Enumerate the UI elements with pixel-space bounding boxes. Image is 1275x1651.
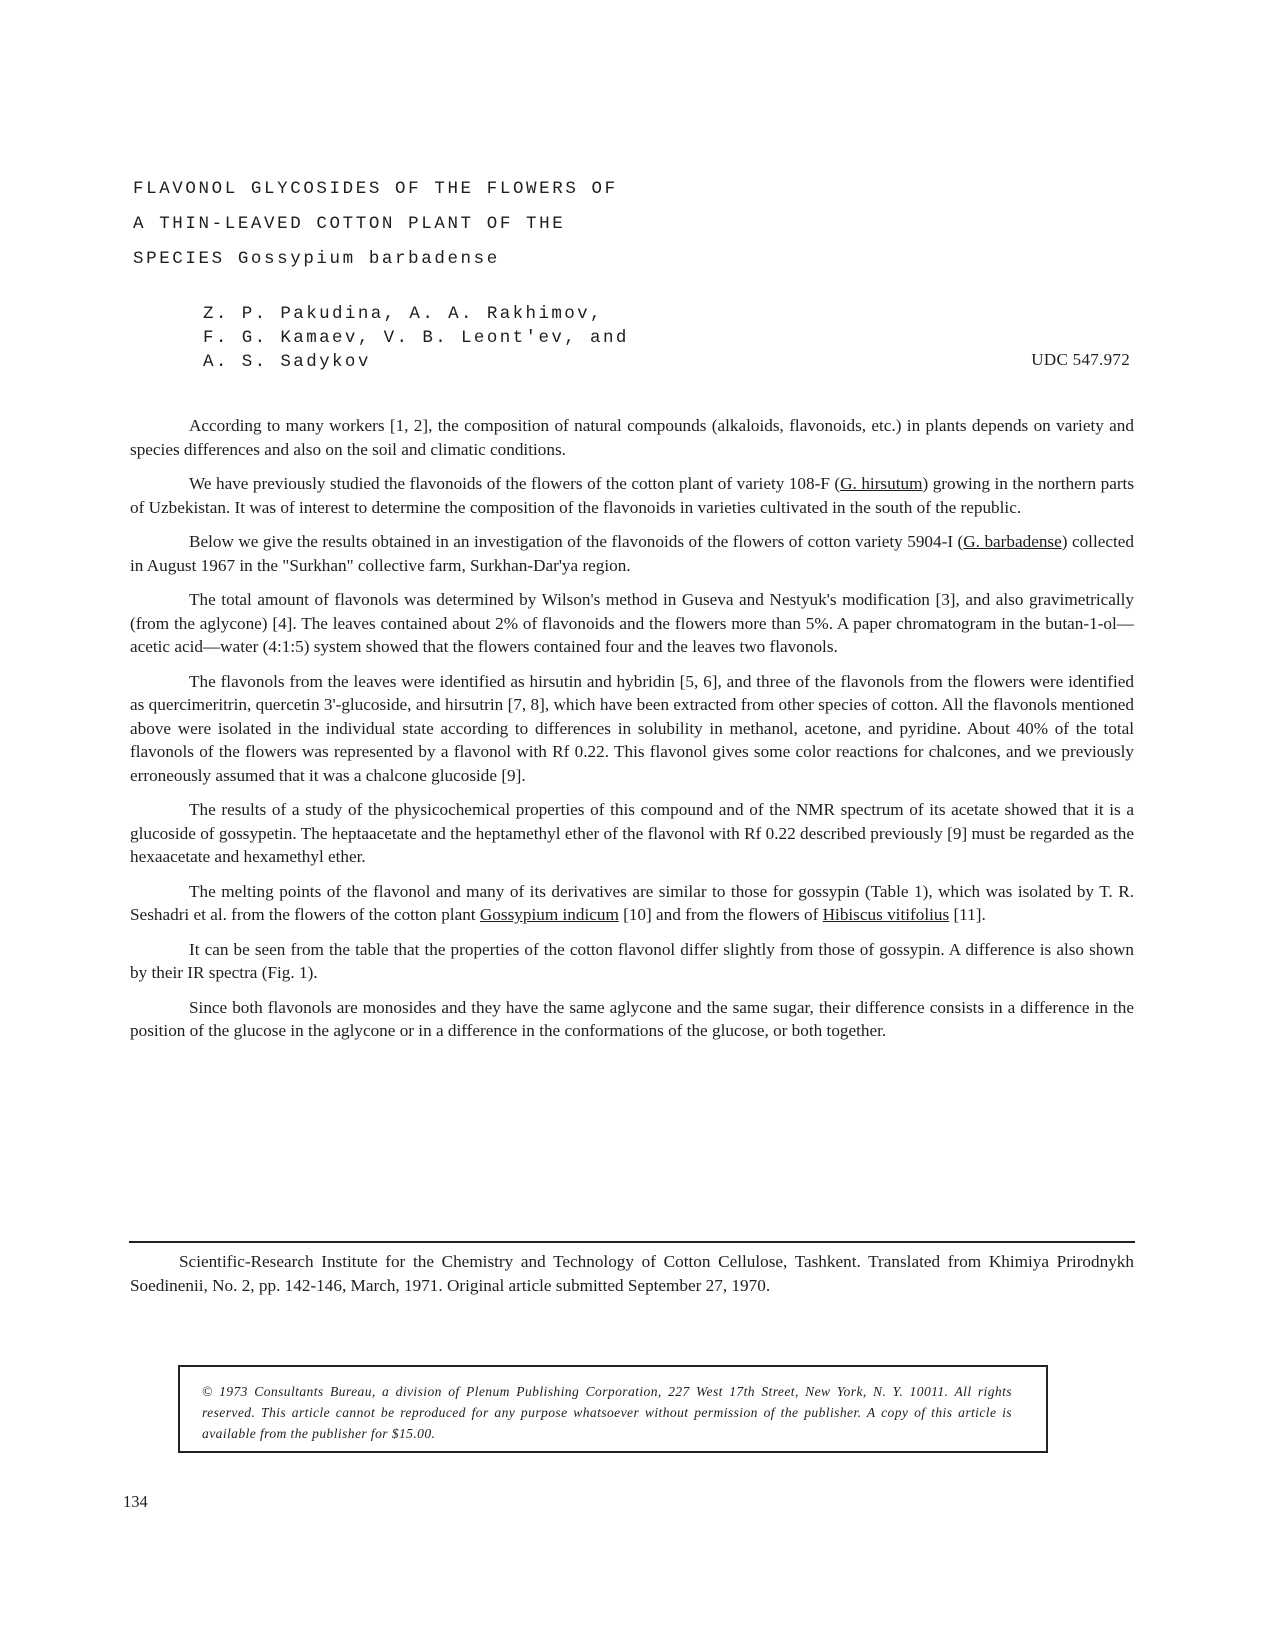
paragraph-3 [130, 530, 1134, 577]
authors-line-1: Z. P. Pakudina, A. A. Rakhimov, [203, 304, 603, 324]
species-name: Gossypium indicum [479, 905, 619, 924]
author-list [203, 302, 803, 374]
species-name: Hibiscus vitifolius [822, 905, 950, 924]
article-title [133, 172, 833, 277]
title-line-1: FLAVONOL GLYCOSIDES OF THE FLOWERS OF [133, 179, 618, 199]
paragraph-5: The flavonols from the leaves were identified as hirsutin and hybridin [5, 6], and three of the flavonols from the flowers were identified as quercimeritrin, quercetin 3'-glucoside, and hirsutrin [7, 8], which have been extracted from other species of cotton. All the flavonols mentioned above were isolated in the individual state according to differences in solubility in methanol, acetone, and pyridine. About 40% of the total flavonols of the flowers was represented by a flavonol with Rf 0.22. This flavonol gives some color reactions for chalcones, and we previously erroneously assumed that it was a chalcone glucoside [9]. [130, 671, 1134, 785]
copyright-text: © 1973 Consultants Bureau, a division of Plenum Publishing Corporation, 227 West 17th Street, New York, N. Y. 10011. All rights reserved. This article cannot be reproduced for any purpose whatsoever without permission of the publisher. A copy of this article is available from the publisher for $15.00. [202, 1384, 1012, 1441]
footnote-divider [129, 1241, 1135, 1243]
paragraph-7-text-a: The melting points of the flavonol and many of its derivatives are similar to those for gossypin (Table 1), which was isolated by T. R. Seshadri et al. from the flowers of the cotton plant [130, 881, 1134, 924]
authors-line-3: A. S. Sadykov [203, 352, 371, 372]
copyright-box [178, 1365, 1048, 1453]
paragraph-3-text-a: Below we give the results obtained in an investigation of the flavonoids of the flowers of cotton variety 5904-I ( [189, 532, 964, 551]
affiliation-footnote [130, 1250, 1134, 1297]
page-number: 134 [123, 1492, 148, 1511]
title-line-2: A THIN-LEAVED COTTON PLANT OF THE [133, 214, 566, 234]
paragraph-4: The total amount of flavonols was determined by Wilson's method in Guseva and Nestyuk's modification [3], and also gravimetrically (from the aglycone) [4]. The leaves contained about 2% of flavonoids and the flowers more than 5%. A paper chromatogram in the butan-1-ol—acetic acid—water (4:1:5) system showed that the flowers contained four and the leaves two flavonols. [130, 590, 1134, 656]
udc-code: UDC 547.972 [1031, 350, 1130, 369]
article-body [130, 414, 1134, 1054]
paragraph-2-text-a: We have previously studied the flavonoids of the flowers of the cotton plant of variety 108-F ( [189, 474, 841, 493]
affiliation-text: Scientific-Research Institute for the Chemistry and Technology of Cotton Cellulose, Tashkent. Translated from Khimiya Prirodnykh Soedinenii, No. 2, pp. 142-146, March, 1971. Original article submitted September 27, 1970. [130, 1252, 1134, 1295]
paragraph-6: The results of a study of the physicochemical properties of this compound and of the NMR spectrum of its acetate showed that it is a glucoside of gossypetin. The heptaacetate and the heptamethyl ether of the flavonol with Rf 0.22 described previously [9] must be regarded as the hexaacetate and hexamethyl ether. [130, 800, 1134, 866]
species-name: G. barbadense [963, 532, 1062, 551]
species-name: G. hirsutum [840, 474, 923, 493]
paragraph-1: According to many workers [1, 2], the composition of natural compounds (alkaloids, flavonoids, etc.) in plants depends on variety and species differences and also on the soil and climatic conditions. [130, 416, 1134, 459]
authors-line-2: F. G. Kamaev, V. B. Leont'ev, and [203, 328, 629, 348]
paragraph-2 [130, 472, 1134, 519]
paragraph-9: Since both flavonols are monosides and they have the same aglycone and the same sugar, their difference consists in a difference in the position of the glucose in the aglycone or in a difference in the conformations of the glucose, or both together. [130, 997, 1134, 1040]
paragraph-2-text-b: ) growing in the northern parts of Uzbekistan. It was of interest to determine the composition of the flavonoids in varieties cultivated in the south of the republic. [130, 474, 1135, 517]
paragraph-7 [130, 880, 1134, 927]
title-line-3: SPECIES Gossypium barbadense [133, 249, 500, 269]
paragraph-7-text-c: [11]. [949, 905, 986, 924]
paragraph-8: It can be seen from the table that the properties of the cotton flavonol differ slightly from those of gossypin. A difference is also shown by their IR spectra (Fig. 1). [130, 939, 1134, 982]
paragraph-7-text-b: [10] and from the flowers of [618, 905, 823, 924]
paragraph-3-text-b: ) collected in August 1967 in the "Surkhan" collective farm, Surkhan-Dar'ya region. [130, 532, 1134, 575]
